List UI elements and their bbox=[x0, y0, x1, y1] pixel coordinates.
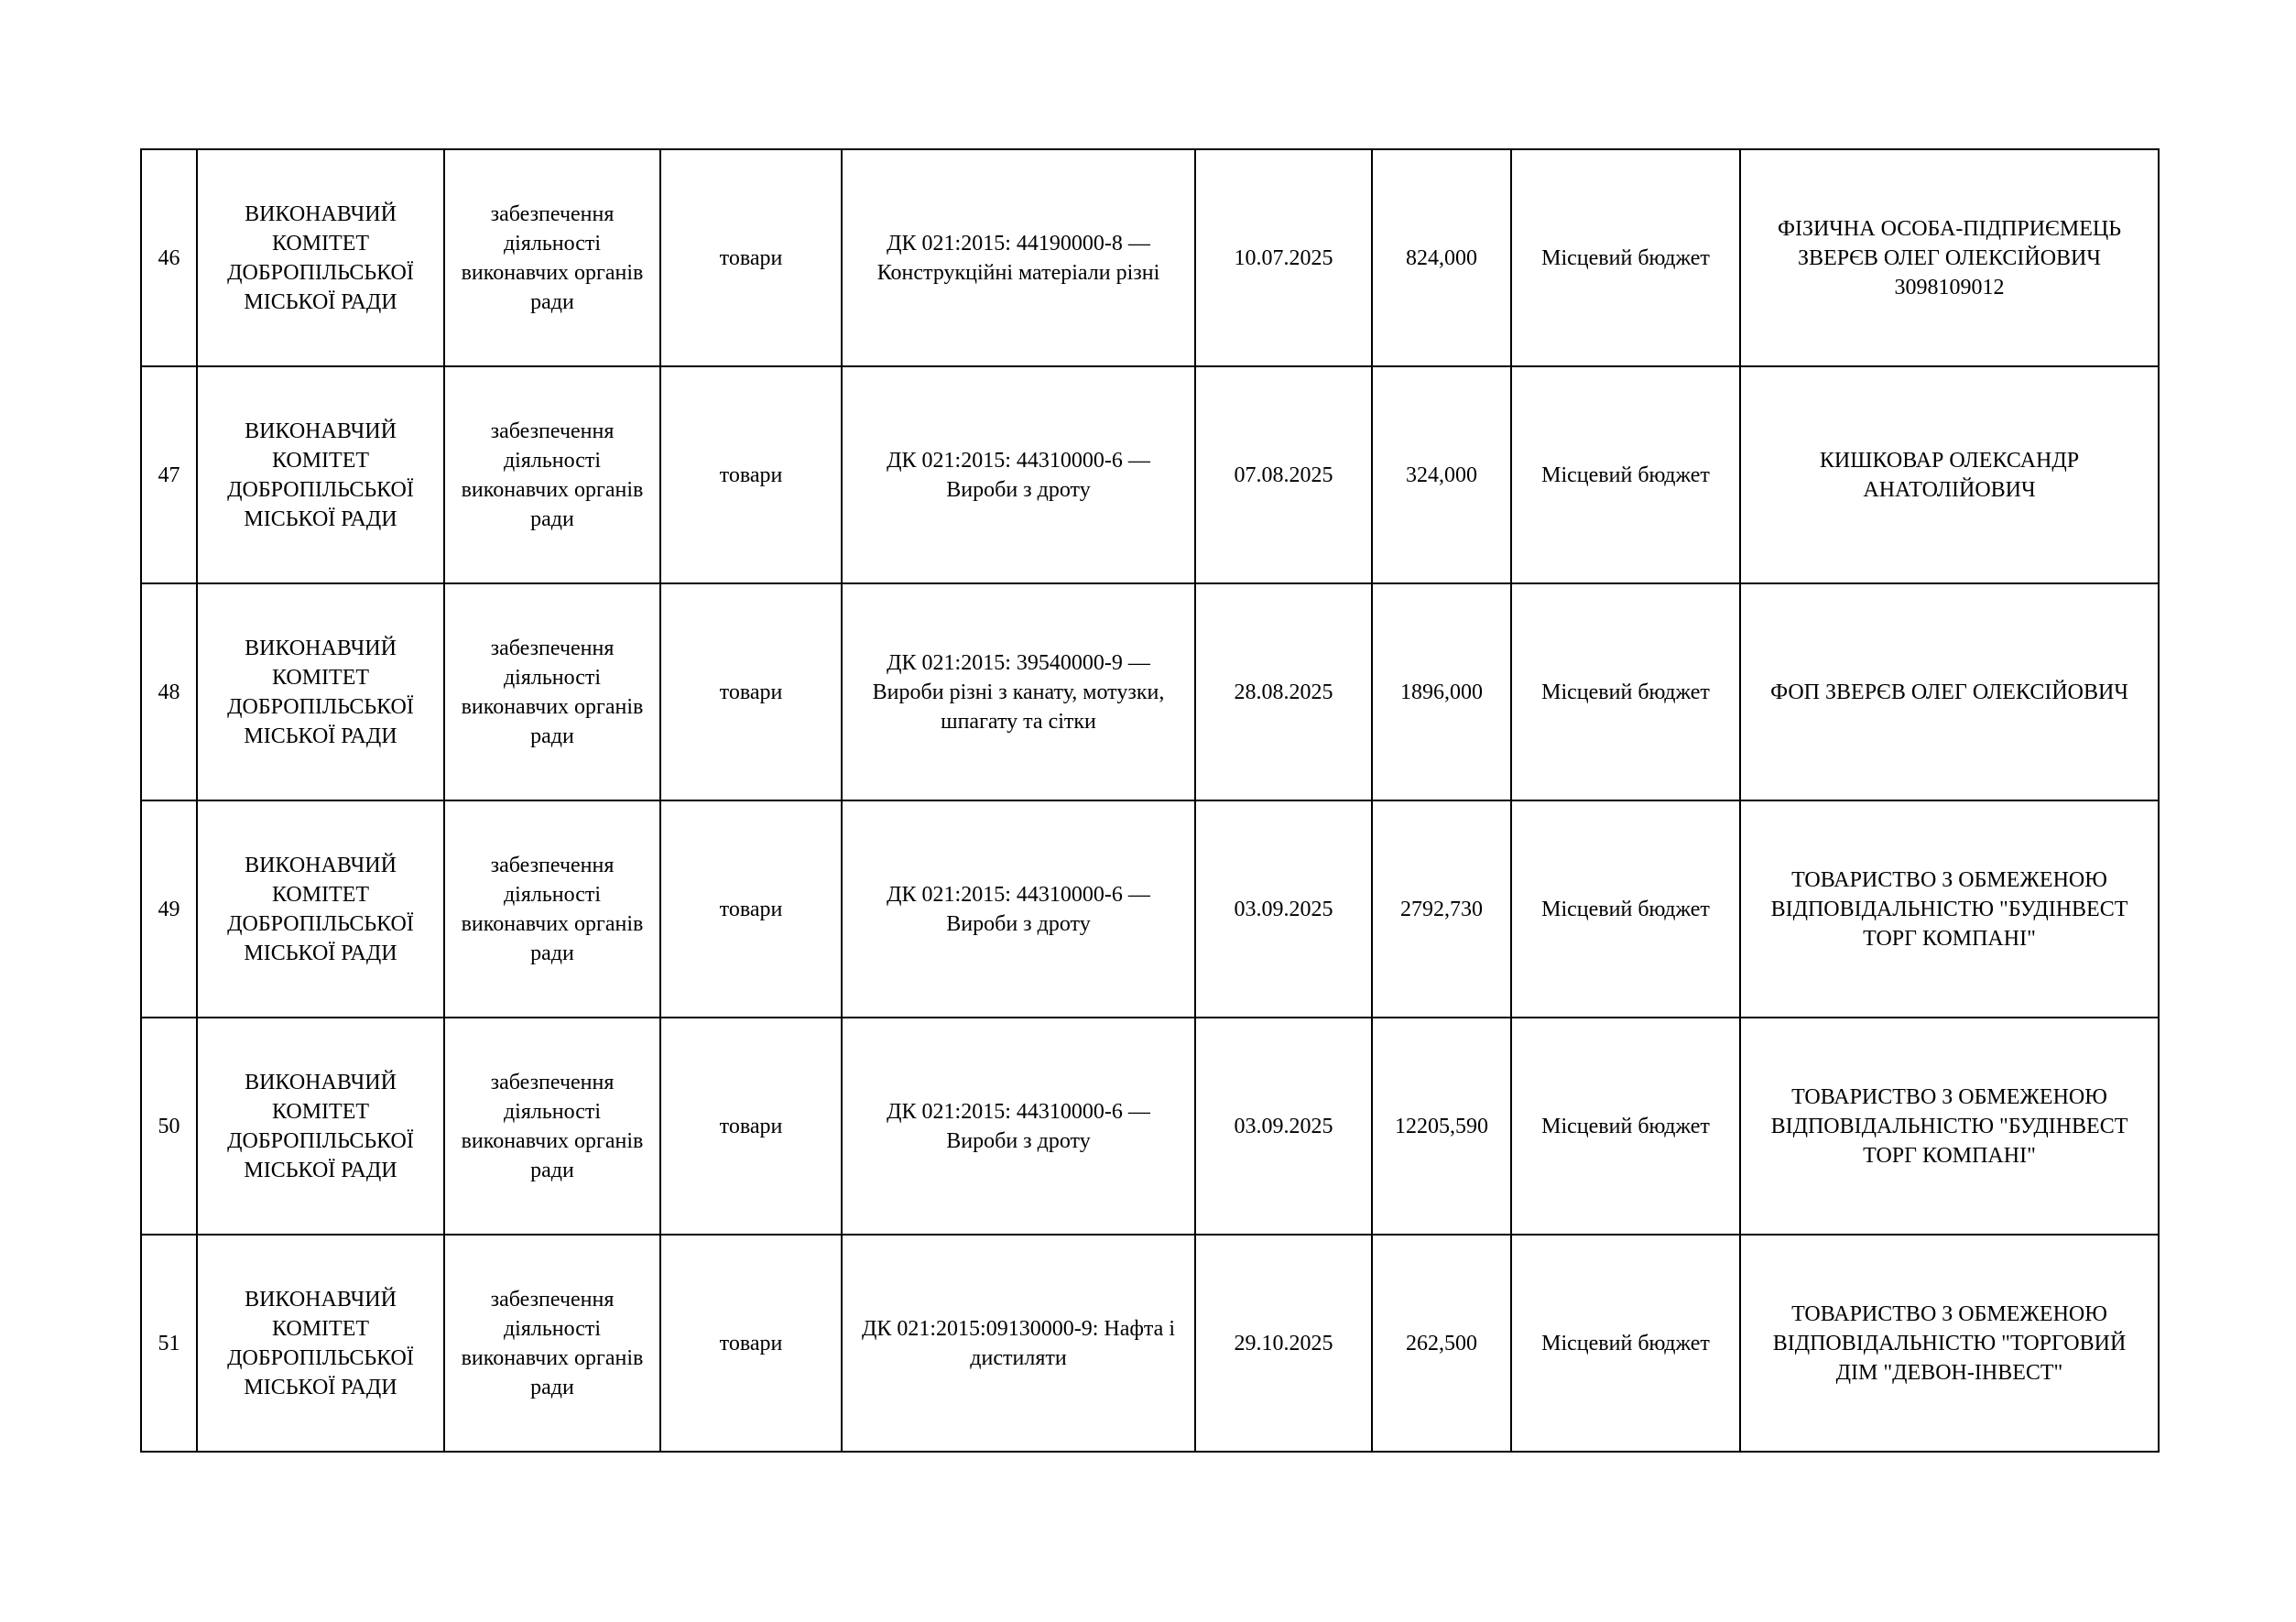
table-row bbox=[141, 149, 2159, 366]
amount-cell: 824,000 bbox=[1372, 149, 1511, 366]
amount-cell: 324,000 bbox=[1372, 366, 1511, 583]
organization-cell: ВИКОНАВЧИЙ КОМІТЕТ ДОБРОПІЛЬСЬКОЇ МІСЬКОЇ РАДИ bbox=[197, 800, 444, 1018]
source-cell: Місцевий бюджет bbox=[1511, 366, 1740, 583]
purpose-cell: забезпечення діяльності виконавчих органів ради bbox=[444, 366, 660, 583]
source-cell: Місцевий бюджет bbox=[1511, 583, 1740, 800]
date-cell: 28.08.2025 bbox=[1195, 583, 1372, 800]
organization-cell: ВИКОНАВЧИЙ КОМІТЕТ ДОБРОПІЛЬСЬКОЇ МІСЬКОЇ РАДИ bbox=[197, 583, 444, 800]
type-cell: товари bbox=[660, 1235, 842, 1452]
date-cell: 03.09.2025 bbox=[1195, 800, 1372, 1018]
amount-cell: 1896,000 bbox=[1372, 583, 1511, 800]
amount-cell: 12205,590 bbox=[1372, 1018, 1511, 1235]
source-cell: Місцевий бюджет bbox=[1511, 800, 1740, 1018]
code-cell: ДК 021:2015:09130000-9: Нафта і дистиляти bbox=[842, 1235, 1195, 1452]
procurement-table bbox=[140, 148, 2160, 1453]
purpose-cell: забезпечення діяльності виконавчих органів ради bbox=[444, 1235, 660, 1452]
amount-cell: 2792,730 bbox=[1372, 800, 1511, 1018]
supplier-cell: ТОВАРИСТВО З ОБМЕЖЕНОЮ ВІДПОВІДАЛЬНІСТЮ "ТОРГОВИЙ ДІМ "ДЕВОН-ІНВЕСТ" bbox=[1740, 1235, 2159, 1452]
type-cell: товари bbox=[660, 800, 842, 1018]
row-number: 46 bbox=[141, 149, 197, 366]
organization-cell: ВИКОНАВЧИЙ КОМІТЕТ ДОБРОПІЛЬСЬКОЇ МІСЬКОЇ РАДИ bbox=[197, 1235, 444, 1452]
date-cell: 29.10.2025 bbox=[1195, 1235, 1372, 1452]
code-cell: ДК 021:2015: 44190000-8 — Конструкційні матеріали різні bbox=[842, 149, 1195, 366]
row-number: 47 bbox=[141, 366, 197, 583]
supplier-cell: ТОВАРИСТВО З ОБМЕЖЕНОЮ ВІДПОВІДАЛЬНІСТЮ "БУДІНВЕСТ ТОРГ КОМПАНІ" bbox=[1740, 1018, 2159, 1235]
supplier-cell: ФОП ЗВЕРЄВ ОЛЕГ ОЛЕКСІЙОВИЧ bbox=[1740, 583, 2159, 800]
code-cell: ДК 021:2015: 44310000-6 — Вироби з дроту bbox=[842, 1018, 1195, 1235]
table-row bbox=[141, 366, 2159, 583]
purpose-cell: забезпечення діяльності виконавчих органів ради bbox=[444, 149, 660, 366]
organization-cell: ВИКОНАВЧИЙ КОМІТЕТ ДОБРОПІЛЬСЬКОЇ МІСЬКОЇ РАДИ bbox=[197, 366, 444, 583]
row-number: 48 bbox=[141, 583, 197, 800]
row-number: 50 bbox=[141, 1018, 197, 1235]
type-cell: товари bbox=[660, 1018, 842, 1235]
type-cell: товари bbox=[660, 366, 842, 583]
type-cell: товари bbox=[660, 583, 842, 800]
supplier-cell: КИШКОВАР ОЛЕКСАНДР АНАТОЛІЙОВИЧ bbox=[1740, 366, 2159, 583]
code-cell: ДК 021:2015: 44310000-6 — Вироби з дроту bbox=[842, 800, 1195, 1018]
source-cell: Місцевий бюджет bbox=[1511, 149, 1740, 366]
row-number: 51 bbox=[141, 1235, 197, 1452]
code-cell: ДК 021:2015: 39540000-9 — Вироби різні з канату, мотузки, шпагату та сітки bbox=[842, 583, 1195, 800]
purpose-cell: забезпечення діяльності виконавчих органів ради bbox=[444, 1018, 660, 1235]
source-cell: Місцевий бюджет bbox=[1511, 1235, 1740, 1452]
supplier-cell: ФІЗИЧНА ОСОБА-ПІДПРИЄМЕЦЬ ЗВЕРЄВ ОЛЕГ ОЛЕКСІЙОВИЧ 3098109012 bbox=[1740, 149, 2159, 366]
organization-cell: ВИКОНАВЧИЙ КОМІТЕТ ДОБРОПІЛЬСЬКОЇ МІСЬКОЇ РАДИ bbox=[197, 149, 444, 366]
purpose-cell: забезпечення діяльності виконавчих органів ради bbox=[444, 583, 660, 800]
date-cell: 03.09.2025 bbox=[1195, 1018, 1372, 1235]
date-cell: 10.07.2025 bbox=[1195, 149, 1372, 366]
table-row bbox=[141, 1018, 2159, 1235]
table-row bbox=[141, 583, 2159, 800]
purpose-cell: забезпечення діяльності виконавчих органів ради bbox=[444, 800, 660, 1018]
table-row bbox=[141, 1235, 2159, 1452]
row-number: 49 bbox=[141, 800, 197, 1018]
source-cell: Місцевий бюджет bbox=[1511, 1018, 1740, 1235]
type-cell: товари bbox=[660, 149, 842, 366]
amount-cell: 262,500 bbox=[1372, 1235, 1511, 1452]
table-row bbox=[141, 800, 2159, 1018]
supplier-cell: ТОВАРИСТВО З ОБМЕЖЕНОЮ ВІДПОВІДАЛЬНІСТЮ "БУДІНВЕСТ ТОРГ КОМПАНІ" bbox=[1740, 800, 2159, 1018]
code-cell: ДК 021:2015: 44310000-6 — Вироби з дроту bbox=[842, 366, 1195, 583]
organization-cell: ВИКОНАВЧИЙ КОМІТЕТ ДОБРОПІЛЬСЬКОЇ МІСЬКОЇ РАДИ bbox=[197, 1018, 444, 1235]
date-cell: 07.08.2025 bbox=[1195, 366, 1372, 583]
